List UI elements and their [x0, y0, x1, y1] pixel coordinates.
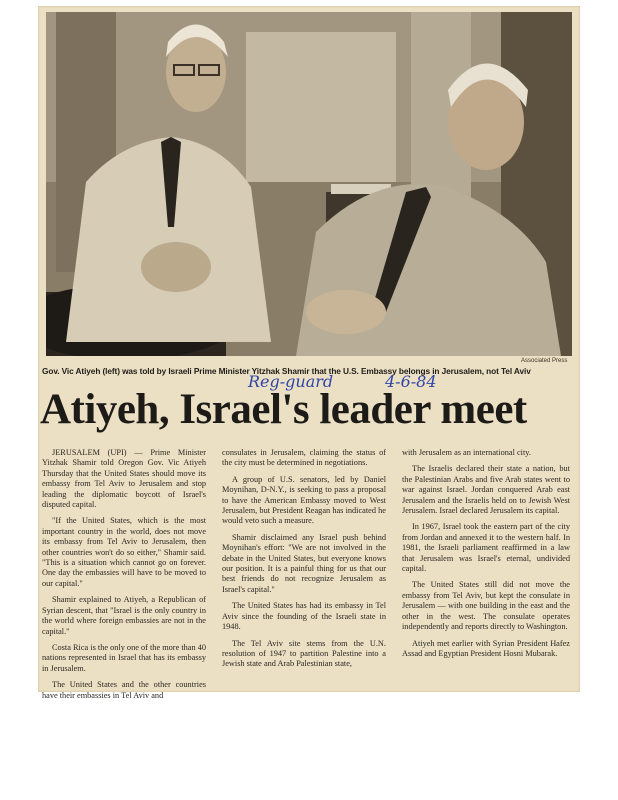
handwritten-source-note: Reg-guard	[248, 372, 334, 391]
article-paragraph: The United States and the other countries have their embassies in Tel Aviv and	[42, 680, 206, 700]
article-paragraph: Shamir explained to Atiyeh, a Republican of Syrian descent, that "Israel is the only country in the world where foreign embassies are not in the capital."	[42, 595, 206, 636]
article-paragraph: A group of U.S. senators, led by Daniel Moynihan, D-N.Y., is seeking to pass a proposal to have the American Embassy moved to West Jerusalem, but President Reagan has indicated he would veto such a measure.	[222, 474, 386, 526]
photo-illustration	[46, 12, 572, 356]
article-paragraph: The Tel Aviv site stems from the U.N. resolution of 1947 to partition Palestine into a Jewish state and Arab Palestinian state,	[222, 638, 386, 669]
article-paragraph: JERUSALEM (UPI) — Prime Minister Yitzhak Shamir told Oregon Gov. Vic Atiyeh Thursday that the United States should move its embassy from Tel Aviv to Jerusalem and stop leading the diplomatic boycott of Israel's disputed capital.	[42, 448, 206, 510]
news-photo	[46, 12, 572, 356]
article-paragraph: Atiyeh met earlier with Syrian President Hafez Assad and Egyptian President Hosni Mubarak.	[402, 638, 570, 658]
article-paragraph: The Israelis declared their state a nation, but the Palestinian Arabs and five Arab states went to war against Israel. Jordan conquered Arab east Jerusalem and the Israelis held on to Jewish West Jerusalem. Israel declared Jerusalem its capital.	[402, 464, 570, 516]
article-paragraph: In 1967, Israel took the eastern part of the city from Jordan and annexed it to the western half. In 1981, the Israeli parliament reaffirmed in a law that Jerusalem was Israel's eternal, undivided capital.	[402, 522, 570, 574]
handwritten-date-note: 4-6-84	[385, 372, 437, 391]
article-paragraph: The United States has had its embassy in Tel Aviv since the founding of the Israeli state in 1948.	[222, 601, 386, 632]
article-paragraph: Costa Rica is the only one of the more than 40 nations represented in Israel that has its embassy in Jerusalem.	[42, 642, 206, 673]
photo-credit: Associated Press	[521, 358, 568, 364]
article-paragraph: with Jerusalem as an international city.	[402, 448, 531, 457]
article-paragraph: "If the United States, which is the most important country in the world, does not move its embassy from Tel Aviv to Jerusalem, then other countries won't do so either," Shamir said. "This is a situation which cannot go on forever. One day the embassies will have to be moved to our capital."	[42, 516, 206, 588]
article-column-1	[42, 448, 206, 707]
article-paragraph: consulates in Jerusalem, claiming the status of the city must be determined in negotiations.	[222, 448, 386, 468]
photo-caption: Gov. Vic Atiyeh (left) was told by Israeli Prime Minister Yitzhak Shamir that the U.S. Embassy belongs in Jerusalem, not Tel Aviv	[42, 366, 531, 376]
headline: Atiyeh, Israel's leader meet	[40, 386, 527, 433]
article-paragraph: The United States still did not move the embassy from Tel Aviv, but kept the consulate in Jerusalem — with one building in the east and the other in the west. The consulate operates independently and reports directly to Washington.	[402, 580, 570, 632]
article-column-3	[402, 448, 570, 665]
article-paragraph: Shamir disclaimed any Israel push behind Moynihan's effort: "We are not involved in the debate in the United States, but everyone knows our position. It is a painful thing for us that our best friends do not recognize Jerusalem as Israel's capital."	[222, 532, 386, 594]
article-column-2	[222, 448, 386, 676]
